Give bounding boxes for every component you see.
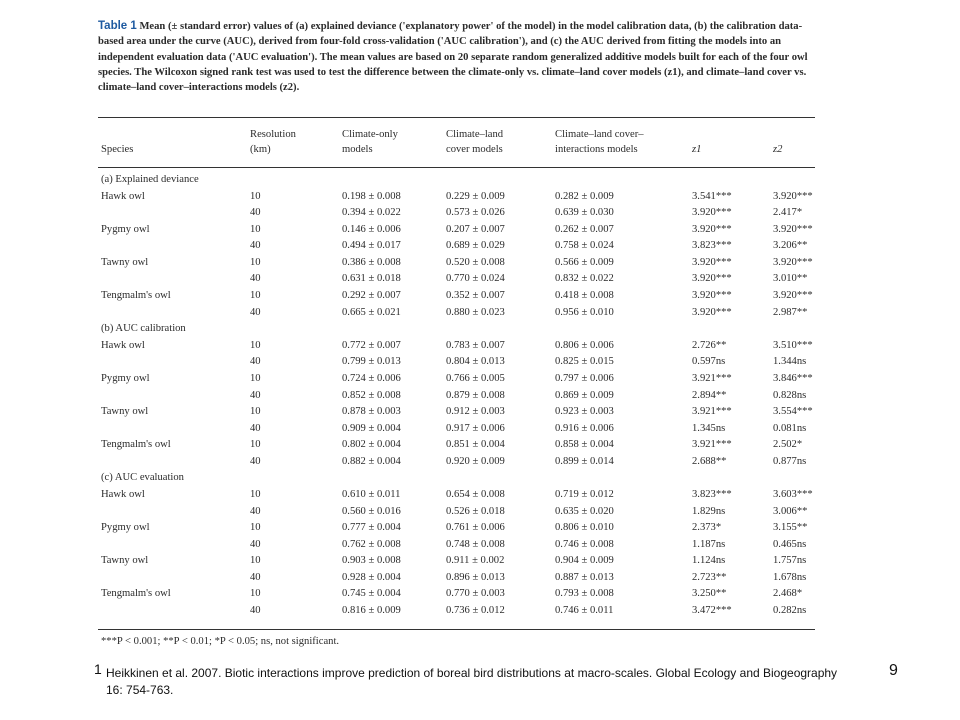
- table-row: [98, 603, 815, 620]
- header-climate-land: [446, 128, 503, 157]
- climate-land-cell: 0.520 ± 0.008: [446, 256, 505, 268]
- climate-land-cell: 0.880 ± 0.023: [446, 306, 505, 318]
- table-row: [98, 537, 815, 554]
- z2-cell: 3.603***: [773, 488, 813, 500]
- climate-only-cell: 0.494 ± 0.017: [342, 240, 401, 252]
- z2-cell: 3.155**: [773, 522, 808, 534]
- z1-cell: 3.250**: [692, 588, 727, 600]
- table-footnote: ***P < 0.001; **P < 0.01; *P < 0.05; ns, not significant.: [101, 636, 340, 647]
- species-cell: Hawk owl: [101, 190, 145, 202]
- climate-land-int-cell: 0.746 ± 0.011: [555, 605, 614, 617]
- climate-land-int-cell: 0.923 ± 0.003: [555, 406, 614, 418]
- climate-only-cell: 0.852 ± 0.008: [342, 389, 401, 401]
- table-header-rule: [98, 167, 815, 168]
- climate-land-int-cell: 0.916 ± 0.006: [555, 422, 614, 434]
- climate-only-cell: 0.777 ± 0.004: [342, 522, 401, 534]
- reference-number: 1: [94, 661, 102, 677]
- resolution-cell: 40: [250, 306, 261, 318]
- climate-only-cell: 0.928 ± 0.004: [342, 571, 401, 583]
- section-title: (a) Explained deviance: [101, 174, 199, 185]
- climate-only-cell: 0.799 ± 0.013: [342, 356, 401, 368]
- climate-land-cell: 0.879 ± 0.008: [446, 389, 505, 401]
- z1-cell: 3.920***: [692, 223, 732, 235]
- z2-cell: 3.846***: [773, 372, 813, 384]
- climate-only-cell: 0.146 ± 0.006: [342, 223, 401, 235]
- resolution-cell: 40: [250, 273, 261, 285]
- table-row: [98, 238, 815, 255]
- resolution-cell: 10: [250, 439, 261, 451]
- table-row: [98, 189, 815, 206]
- header-climate-only: [342, 128, 398, 157]
- table-row: [98, 570, 815, 587]
- table-label: Table 1: [98, 20, 137, 32]
- resolution-cell: 10: [250, 290, 261, 302]
- z2-cell: 2.468*: [773, 588, 803, 600]
- section-header-row: [98, 470, 815, 487]
- climate-land-int-cell: 0.282 ± 0.009: [555, 190, 614, 202]
- climate-land-cell: 0.917 ± 0.006: [446, 422, 505, 434]
- header-climate-land-line1: Climate–land: [446, 129, 504, 140]
- climate-only-cell: 0.802 ± 0.004: [342, 439, 401, 451]
- z2-cell: 3.920***: [773, 190, 813, 202]
- climate-land-cell: 0.783 ± 0.007: [446, 339, 505, 351]
- z2-cell: 3.920***: [773, 290, 813, 302]
- climate-only-cell: 0.878 ± 0.003: [342, 406, 401, 418]
- header-resolution: [250, 128, 296, 157]
- climate-land-cell: 0.748 ± 0.008: [446, 538, 505, 550]
- climate-only-cell: 0.665 ± 0.021: [342, 306, 401, 318]
- z1-cell: 2.894**: [692, 389, 727, 401]
- climate-only-cell: 0.745 ± 0.004: [342, 588, 401, 600]
- table-top-rule: [98, 117, 815, 118]
- climate-land-cell: 0.804 ± 0.013: [446, 356, 505, 368]
- climate-land-cell: 0.573 ± 0.026: [446, 207, 505, 219]
- table-row: [98, 371, 815, 388]
- z2-cell: 0.282ns: [773, 605, 807, 617]
- climate-land-cell: 0.911 ± 0.002: [446, 555, 505, 567]
- section-title: (b) AUC calibration: [101, 323, 186, 335]
- table-row: [98, 288, 815, 305]
- climate-land-cell: 0.761 ± 0.006: [446, 522, 505, 534]
- species-cell: Tengmalm's owl: [101, 439, 171, 451]
- z1-cell: 3.920***: [692, 306, 732, 318]
- z1-cell: 3.920***: [692, 256, 732, 268]
- resolution-cell: 40: [250, 605, 261, 617]
- header-climate-land-int-line1: Climate–land cover–: [555, 129, 644, 140]
- resolution-cell: 10: [250, 588, 261, 600]
- climate-only-cell: 0.909 ± 0.004: [342, 422, 401, 434]
- table-row: [98, 586, 815, 603]
- z1-cell: 1.187ns: [692, 538, 726, 550]
- climate-only-cell: 0.882 ± 0.004: [342, 455, 401, 467]
- z1-cell: 2.688**: [692, 455, 727, 467]
- climate-land-cell: 0.736 ± 0.012: [446, 605, 505, 617]
- header-z2: [773, 143, 782, 158]
- species-cell: Tawny owl: [101, 555, 149, 567]
- climate-land-int-cell: 0.639 ± 0.030: [555, 207, 614, 219]
- table-row: [98, 388, 815, 405]
- species-cell: Tawny owl: [101, 256, 149, 268]
- z1-cell: 3.472***: [692, 605, 732, 617]
- z1-cell: 0.597ns: [692, 356, 726, 368]
- species-cell: Tengmalm's owl: [101, 588, 171, 600]
- header-resolution-line2: (km): [250, 143, 271, 155]
- z1-cell: 1.345ns: [692, 422, 726, 434]
- section-title: (c) AUC evaluation: [101, 472, 184, 484]
- table-row: [98, 354, 815, 371]
- z1-cell: 3.920***: [692, 290, 732, 302]
- z2-cell: 1.678ns: [773, 571, 807, 583]
- resolution-cell: 10: [250, 256, 261, 268]
- z1-cell: 3.541***: [692, 190, 732, 202]
- reference: [94, 661, 854, 699]
- climate-land-cell: 0.352 ± 0.007: [446, 290, 505, 302]
- z2-cell: 1.344ns: [773, 356, 807, 368]
- table-row: [98, 487, 815, 504]
- resolution-cell: 40: [250, 571, 261, 583]
- climate-only-cell: 0.292 ± 0.007: [342, 290, 401, 302]
- resolution-cell: 10: [250, 190, 261, 202]
- climate-land-cell: 0.526 ± 0.018: [446, 505, 505, 517]
- climate-only-cell: 0.631 ± 0.018: [342, 273, 401, 285]
- resolution-cell: 10: [250, 555, 261, 567]
- climate-land-int-cell: 0.793 ± 0.008: [555, 588, 614, 600]
- climate-land-int-cell: 0.746 ± 0.008: [555, 538, 614, 550]
- z2-cell: 0.081ns: [773, 422, 807, 434]
- climate-land-cell: 0.766 ± 0.005: [446, 372, 505, 384]
- species-cell: Pygmy owl: [101, 223, 150, 235]
- table-row: [98, 205, 815, 222]
- climate-land-int-cell: 0.869 ± 0.009: [555, 389, 614, 401]
- table-row: [98, 404, 815, 421]
- z1-cell: 3.920***: [692, 273, 732, 285]
- header-species: Species: [101, 144, 134, 155]
- climate-land-int-cell: 0.806 ± 0.010: [555, 522, 614, 534]
- reference-text: Heikkinen et al. 2007. Biotic interactions improve prediction of boreal bird distributions at macro-scales. Global Ecology and Biogeography 16: 754-763.: [106, 666, 838, 697]
- table-caption-text: Mean (± standard error) values of (a) explained deviance ('explanatory power' of the model) in the model calibration data, (b) the calibration data-based area under the curve (AUC), derived from four-fold cross-validation ('AUC calibration'), and (c) the AUC derived from fitting the models into an independent evaluation data ('AUC evaluation'). The mean values are based on 20 separate random generalized additive models built for each of the four owl species. The Wilcoxon signed rank test was used to test the difference between the climate-only vs. climate–land cover models (z1), and climate–land cover vs. climate–land cover–interactions models (z2).: [98, 21, 808, 94]
- header-z1-text: z1: [692, 144, 702, 155]
- species-cell: Tawny owl: [101, 406, 149, 418]
- resolution-cell: 10: [250, 488, 261, 500]
- climate-land-int-cell: 0.719 ± 0.012: [555, 488, 614, 500]
- table-caption: [98, 19, 818, 95]
- climate-land-int-cell: 0.566 ± 0.009: [555, 256, 614, 268]
- climate-land-cell: 0.770 ± 0.024: [446, 273, 505, 285]
- header-z2-text: z2: [773, 144, 783, 155]
- header-z1: [692, 143, 701, 158]
- table-row: [98, 421, 815, 438]
- climate-land-int-cell: 0.806 ± 0.006: [555, 339, 614, 351]
- climate-only-cell: 0.394 ± 0.022: [342, 207, 401, 219]
- z2-cell: 2.987**: [773, 306, 808, 318]
- table-row: [98, 222, 815, 239]
- z1-cell: 3.921***: [692, 439, 732, 451]
- resolution-cell: 40: [250, 538, 261, 550]
- table-row: [98, 437, 815, 454]
- table-body: [98, 172, 815, 620]
- species-cell: Hawk owl: [101, 339, 145, 351]
- resolution-cell: 10: [250, 339, 261, 351]
- climate-only-cell: 0.903 ± 0.008: [342, 555, 401, 567]
- header-climate-land-line2: cover models: [446, 143, 503, 155]
- climate-only-cell: 0.772 ± 0.007: [342, 339, 401, 351]
- z1-cell: 1.124ns: [692, 555, 726, 567]
- table-row: [98, 454, 815, 471]
- z1-cell: 1.829ns: [692, 505, 726, 517]
- header-resolution-line1: Resolution: [250, 129, 296, 140]
- header-climate-land-int-line2: interactions models: [555, 143, 638, 155]
- resolution-cell: 40: [250, 455, 261, 467]
- z1-cell: 2.723**: [692, 571, 727, 583]
- z1-cell: 3.920***: [692, 207, 732, 219]
- section-header-row: [98, 172, 815, 189]
- species-cell: Tengmalm's owl: [101, 290, 171, 302]
- climate-only-cell: 0.816 ± 0.009: [342, 605, 401, 617]
- climate-land-cell: 0.912 ± 0.003: [446, 406, 505, 418]
- resolution-cell: 40: [250, 207, 261, 219]
- header-climate-land-interactions: [555, 128, 644, 157]
- z1-cell: 3.823***: [692, 240, 732, 252]
- climate-land-cell: 0.654 ± 0.008: [446, 488, 505, 500]
- z2-cell: 2.417*: [773, 207, 803, 219]
- climate-land-int-cell: 0.635 ± 0.020: [555, 505, 614, 517]
- z2-cell: 0.828ns: [773, 389, 807, 401]
- z1-cell: 3.823***: [692, 488, 732, 500]
- z1-cell: 2.373*: [692, 522, 722, 534]
- climate-land-int-cell: 0.904 ± 0.009: [555, 555, 614, 567]
- z2-cell: 3.010**: [773, 273, 808, 285]
- climate-only-cell: 0.560 ± 0.016: [342, 505, 401, 517]
- species-cell: Pygmy owl: [101, 372, 150, 384]
- z2-cell: 0.877ns: [773, 455, 807, 467]
- climate-land-int-cell: 0.262 ± 0.007: [555, 223, 614, 235]
- climate-only-cell: 0.610 ± 0.011: [342, 488, 401, 500]
- resolution-cell: 40: [250, 422, 261, 434]
- resolution-cell: 10: [250, 223, 261, 235]
- table-bottom-rule: [98, 629, 815, 630]
- climate-land-int-cell: 0.418 ± 0.008: [555, 290, 614, 302]
- climate-only-cell: 0.198 ± 0.008: [342, 190, 401, 202]
- climate-land-cell: 0.920 ± 0.009: [446, 455, 505, 467]
- table-row: [98, 338, 815, 355]
- climate-land-cell: 0.896 ± 0.013: [446, 571, 505, 583]
- table-row: [98, 504, 815, 521]
- resolution-cell: 40: [250, 356, 261, 368]
- climate-land-int-cell: 0.887 ± 0.013: [555, 571, 614, 583]
- climate-land-int-cell: 0.825 ± 0.015: [555, 356, 614, 368]
- species-cell: Hawk owl: [101, 488, 145, 500]
- header-climate-only-line1: Climate-only: [342, 129, 398, 140]
- resolution-cell: 40: [250, 389, 261, 401]
- z1-cell: 2.726**: [692, 339, 727, 351]
- z2-cell: 3.510***: [773, 339, 813, 351]
- table-row: [98, 305, 815, 322]
- section-header-row: [98, 321, 815, 338]
- climate-land-cell: 0.207 ± 0.007: [446, 223, 505, 235]
- z2-cell: 3.920***: [773, 223, 813, 235]
- climate-land-cell: 0.770 ± 0.003: [446, 588, 505, 600]
- z1-cell: 3.921***: [692, 406, 732, 418]
- resolution-cell: 10: [250, 406, 261, 418]
- z2-cell: 0.465ns: [773, 538, 807, 550]
- species-cell: Pygmy owl: [101, 522, 150, 534]
- climate-only-cell: 0.762 ± 0.008: [342, 538, 401, 550]
- climate-land-cell: 0.689 ± 0.029: [446, 240, 505, 252]
- climate-land-int-cell: 0.899 ± 0.014: [555, 455, 614, 467]
- climate-land-int-cell: 0.956 ± 0.010: [555, 306, 614, 318]
- z2-cell: 1.757ns: [773, 555, 807, 567]
- climate-land-cell: 0.851 ± 0.004: [446, 439, 505, 451]
- resolution-cell: 40: [250, 240, 261, 252]
- z2-cell: 2.502*: [773, 439, 803, 451]
- climate-land-int-cell: 0.758 ± 0.024: [555, 240, 614, 252]
- climate-only-cell: 0.386 ± 0.008: [342, 256, 401, 268]
- z2-cell: 3.006**: [773, 505, 808, 517]
- z2-cell: 3.920***: [773, 256, 813, 268]
- table-row: [98, 553, 815, 570]
- page-number: 9: [889, 662, 898, 679]
- climate-only-cell: 0.724 ± 0.006: [342, 372, 401, 384]
- z2-cell: 3.206**: [773, 240, 808, 252]
- table-row: [98, 255, 815, 272]
- header-climate-only-line2: models: [342, 143, 373, 155]
- resolution-cell: 10: [250, 372, 261, 384]
- climate-land-cell: 0.229 ± 0.009: [446, 190, 505, 202]
- climate-land-int-cell: 0.858 ± 0.004: [555, 439, 614, 451]
- climate-land-int-cell: 0.832 ± 0.022: [555, 273, 614, 285]
- climate-land-int-cell: 0.797 ± 0.006: [555, 372, 614, 384]
- z2-cell: 3.554***: [773, 406, 813, 418]
- table-row: [98, 520, 815, 537]
- resolution-cell: 40: [250, 505, 261, 517]
- resolution-cell: 10: [250, 522, 261, 534]
- table-row: [98, 271, 815, 288]
- z1-cell: 3.921***: [692, 372, 732, 384]
